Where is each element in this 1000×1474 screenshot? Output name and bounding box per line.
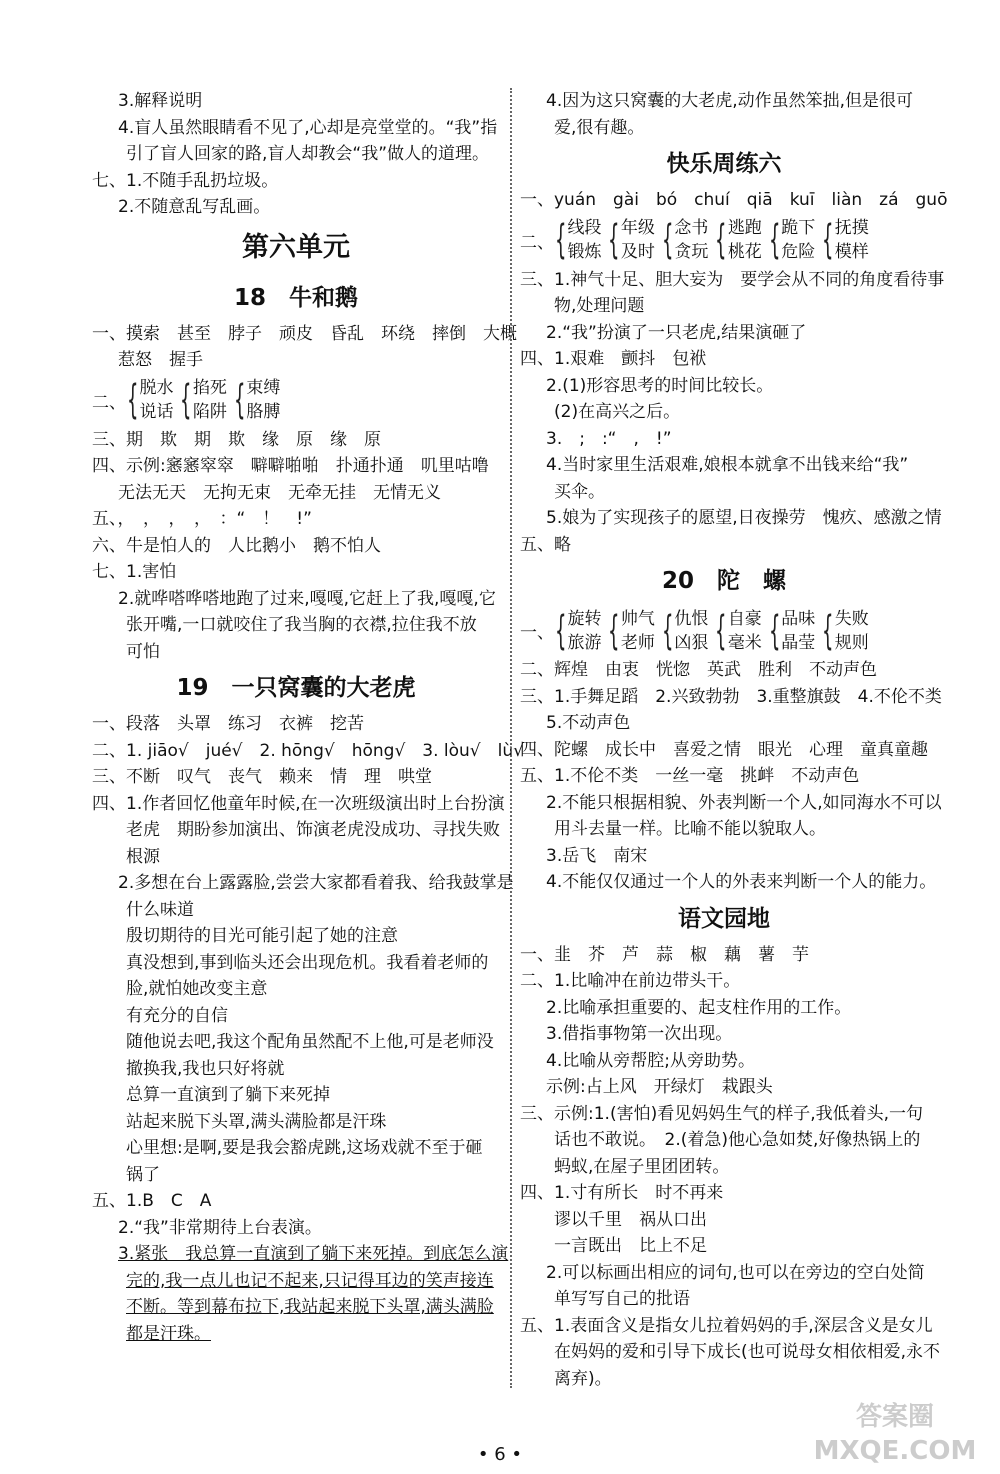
answer-line: 示例:占上风 开绿灯 栽跟头 [546, 1077, 773, 1097]
answer-line: 4.比喻从旁帮腔;从旁助势。 [546, 1050, 755, 1071]
brace-group-row [92, 374, 500, 427]
answer-line: 物,处理问题 [554, 296, 645, 316]
answer-line: 一、韭 芥 芦 蒜 椒 藕 薯 芋 [520, 944, 809, 965]
answer-line: (2)在高兴之后。 [554, 402, 681, 422]
brace-group-row [520, 604, 928, 657]
answer-line: 总算一直演到了躺下来死掉 [126, 1085, 330, 1105]
word: 规则 [834, 632, 869, 653]
word: 胳膊 [246, 402, 281, 422]
word: 贪玩 [674, 242, 709, 262]
answer-line: 五、1.表面含义是指女儿拉着妈妈的手,深层含义是女儿 [520, 1315, 933, 1336]
brace-icon: { [180, 377, 192, 423]
answer-line: 2.“我”扮演了一只老虎,结果演砸了 [546, 322, 807, 343]
word: 说话 [139, 402, 174, 422]
column-divider [510, 88, 512, 1388]
answer-line: 2.就哗嗒哗嗒地跑了过来,嘎嘎,它赶上了我,嘎嘎,它 [118, 588, 496, 609]
answer-line: 可怕 [126, 641, 160, 662]
answer-line: 撤换我,我也只好将就 [126, 1058, 285, 1079]
word: 桃花 [727, 242, 762, 262]
left-column [92, 88, 524, 1347]
word: 掐死 [192, 378, 227, 398]
word: 念书 [674, 218, 709, 238]
answer-line: 心里想:是啊,要是我会豁虎跳,这场戏就不至于砸 [126, 1138, 483, 1158]
brace-icon: { [768, 217, 781, 263]
word-pair-group [661, 607, 708, 655]
answer-line: 4.当时家里生活艰难,娘根本就拿不出钱来给“我” [546, 455, 909, 475]
item-number: 一、 [520, 623, 554, 643]
answer-line: 五、1.不伦不类 一丝一毫 挑衅 不动声色 [520, 766, 860, 786]
word: 帅气 [620, 608, 655, 629]
brace-icon: { [608, 607, 620, 654]
answer-line: 一言既出 比上不足 [554, 1236, 707, 1256]
brace-icon: { [554, 607, 567, 654]
answer-line: 五、略 [520, 534, 571, 555]
answer-line: 一、摸索 甚至 脖子 顽皮 昏乱 环绕 摔倒 大概 [92, 323, 517, 344]
word: 失败 [834, 608, 869, 629]
word: 晶莹 [781, 632, 816, 653]
answer-line: 有充分的自信 [126, 1005, 228, 1026]
answer-line: 不断。等到幕布拉下,我站起来脱下头罩,满头满脸 [126, 1297, 494, 1317]
right-column [520, 88, 948, 1392]
answer-line: 5.不动声色 [546, 713, 631, 733]
answer-line: 一、段落 头罩 练习 衣裤 挖苦 [92, 714, 364, 734]
answer-line: 二、辉煌 由衷 恍惚 英武 胜利 不动声色 [520, 660, 877, 680]
word: 老师 [620, 632, 655, 653]
answer-line: 三、示例:1.(害怕)看见妈妈生气的样子,我低着头,一句 [520, 1103, 924, 1124]
word: 锻炼 [567, 242, 602, 262]
answer-line: 真没想到,事到临头还会出现危机。我看着老师的 [126, 952, 489, 973]
word: 模样 [834, 242, 869, 262]
answer-line: 锅了 [126, 1164, 160, 1185]
answer-line: 老虎 期盼参加演出、饰演老虎没成功、寻找失败 [126, 820, 500, 840]
answer-line: 什么味道 [126, 899, 194, 920]
answer-line: 5.娘为了实现孩子的愿望,日夜操劳 愧疚、感激之情 [546, 508, 942, 528]
word: 抚摸 [834, 218, 869, 238]
answer-line: 都是汗珠。 [126, 1323, 211, 1344]
answer-line: 七、1.害怕 [92, 562, 177, 582]
word-pair-group [661, 216, 708, 264]
answer-line: 谬以千里 祸从口出 [554, 1209, 707, 1230]
section-heading: 18 牛和鹅 [233, 284, 358, 311]
word-pair-group [233, 376, 280, 424]
answer-line: 3.借指事物第一次出现。 [546, 1024, 733, 1044]
answer-line: 蚂蚁,在屋子里团团转。 [554, 1156, 730, 1177]
word-pair-group [821, 607, 868, 655]
answer-line: 惹怒 握手 [118, 350, 203, 370]
word-pair-group [607, 607, 654, 655]
item-number: 二、 [520, 232, 554, 253]
answer-line: 话也不敢说。 2.(着急)他心急如焚,好像热锅上的 [554, 1130, 921, 1150]
section-heading: 快乐周练六 [666, 151, 782, 177]
answer-line: 六、牛是怕人的 人比鹅小 鹅不怕人 [92, 535, 381, 556]
word: 旋转 [567, 608, 602, 629]
answer-line: 完的,我一点儿也记不起来,只记得耳边的笑声接连 [126, 1270, 494, 1291]
word: 凶狠 [674, 632, 709, 653]
answer-line: 3.岳飞 南宋 [546, 845, 648, 866]
answer-line: 五、1.B C A [92, 1191, 212, 1211]
answer-line: 三、不断 叹气 丧气 赖来 情 理 哄堂 [92, 767, 432, 787]
answer-line: 二、1.比喻冲在前边带头干。 [520, 971, 741, 991]
brace-group-row [520, 214, 928, 267]
answer-line: 离弃)。 [554, 1368, 612, 1389]
answer-line: 爱,很有趣。 [554, 117, 645, 138]
brace-icon: { [715, 607, 727, 654]
word: 仇恨 [674, 608, 709, 629]
answer-line: 2.可以标画出相应的词句,也可以在旁边的空白处简 [546, 1262, 925, 1283]
brace-icon: { [608, 217, 620, 263]
watermark-logo: 答案圈 MXQE.COM [813, 1402, 977, 1466]
answer-line: 3. ; :“ , !” [546, 428, 672, 449]
answer-line: 2.不随意乱写乱画。 [118, 197, 271, 217]
answer-line: 根源 [126, 846, 160, 867]
word-pair-group [554, 607, 601, 655]
answer-line: 站起来脱下头罩,满头满脸都是汗珠 [126, 1111, 387, 1132]
section-heading: 语文园地 [678, 905, 770, 932]
answer-line: 殷切期待的目光可能引起了她的注意 [126, 926, 398, 946]
answer-line: 随他说去吧,我这个配角虽然配不上他,可是老师没 [126, 1032, 494, 1052]
answer-line: 张开嘴,一口就咬住了我当胸的衣襟,拉住我不放 [126, 615, 477, 635]
answer-line: 引了盲人回家的路,盲人却教会“我”做人的道理。 [126, 144, 490, 164]
answer-line: 三、1.神气十足、胆大妄为 要学会从不同的角度看待事 [520, 269, 945, 290]
word-pair-group [821, 216, 868, 264]
word: 毫米 [727, 632, 762, 653]
brace-icon: { [768, 607, 781, 654]
answer-line: 四、1.艰难 颤抖 包袱 [520, 349, 707, 369]
answer-line: 2.(1)形容思考的时间比较长。 [546, 375, 774, 396]
answer-line: 2.“我”非常期待上台表演。 [118, 1217, 322, 1238]
word: 危险 [781, 242, 816, 262]
answer-line: 二、1. jiāo√ jué√ 2. hōng√ hōng√ 3. lòu√ lù√ [92, 740, 524, 761]
answer-line: 4.不能仅仅通过一个人的外表来判断一个人的能力。 [546, 872, 937, 892]
brace-icon: { [126, 377, 139, 423]
answer-line: 三、1.手舞足蹈 2.兴致勃勃 3.重整旗鼓 4.不伦不类 [520, 686, 942, 707]
answer-line: 四、陀螺 成长中 喜爱之情 眼光 心理 童真童趣 [520, 739, 928, 760]
word: 脱水 [139, 378, 174, 398]
brace-icon: { [715, 217, 727, 263]
answer-line: 一、yuán gài bó chuí qiā kuī liàn zá guō [520, 190, 948, 210]
answer-line: 四、1.寸有所长 时不再来 [520, 1183, 724, 1203]
section-heading: 19 一只窝囊的大老虎 [176, 675, 416, 701]
answer-line: 脸,就怕她改变主意 [126, 979, 268, 999]
item-number: 二、 [92, 392, 126, 413]
word-pair-group [714, 216, 761, 264]
brace-icon: { [822, 607, 834, 654]
answer-line: 用斗去量一样。比喻不能以貌取人。 [554, 819, 826, 839]
answer-line: 买伞。 [554, 481, 605, 502]
answer-line: 三、期 欺 期 欺 缘 原 缘 原 [92, 429, 381, 450]
brace-icon: { [554, 217, 567, 263]
word: 品味 [781, 608, 816, 629]
answer-line: 四、1.作者回忆他童年时候,在一次班级演出时上台扮演 [92, 793, 505, 814]
section-heading: 20 陀 螺 [661, 568, 786, 594]
word-pair-group [714, 607, 761, 655]
answer-line: 在妈妈的爱和引导下成长(也可说母女相依相爱,永不 [554, 1342, 941, 1362]
word-pair-group [768, 216, 815, 264]
word: 束缚 [246, 378, 281, 398]
word-pair-group [554, 216, 601, 264]
answer-line: 四、示例:窸窸窣窣 噼噼啪啪 扑通扑通 叽里咕噜 [92, 456, 489, 476]
brace-icon: { [661, 607, 674, 654]
word: 年级 [620, 218, 655, 238]
word: 自豪 [727, 608, 762, 629]
unit-title: 第六单元 [242, 231, 350, 263]
word: 陷阱 [192, 402, 227, 422]
answer-line: 单写写自己的批语 [554, 1289, 690, 1309]
word-pair-group [179, 376, 226, 424]
brace-icon: { [233, 377, 246, 423]
brace-icon: { [822, 217, 834, 263]
word: 线段 [567, 218, 602, 238]
word: 旅游 [567, 632, 602, 653]
word-pair-group [607, 216, 654, 264]
answer-line: 七、1.不随手乱扔垃圾。 [92, 170, 279, 191]
answer-line: 3.解释说明 [118, 91, 203, 111]
answer-line: 2.多想在台上露露脸,尝尝大家都看着我、给我鼓掌是 [118, 873, 514, 893]
word-pair-group [126, 376, 173, 424]
answer-line: 2.不能只根据相貌、外表判断一个人,如同海水不可以 [546, 792, 942, 813]
answer-line: 2.比喻承担重要的、起支柱作用的工作。 [546, 997, 852, 1018]
answer-line: 无法无天 无拘无束 无牵无挂 无情无义 [118, 482, 441, 503]
word: 逃跑 [727, 218, 762, 238]
word: 跪下 [781, 218, 816, 238]
page-number: • 6 • [477, 1444, 523, 1465]
answer-line: 五、， ， ， ， ：“ ！ !” [92, 509, 312, 529]
word: 及时 [620, 242, 655, 262]
answer-line: 4.盲人虽然眼睛看不见了,心却是亮堂堂的。“我”指 [118, 117, 498, 138]
answer-line: 4.因为这只窝囊的大老虎,动作虽然笨拙,但是很可 [546, 91, 914, 111]
answer-line: 3.紧张 我总算一直演到了躺下来死掉。到底怎么演 [118, 1244, 509, 1264]
brace-icon: { [661, 217, 674, 263]
word-pair-group [768, 607, 815, 655]
